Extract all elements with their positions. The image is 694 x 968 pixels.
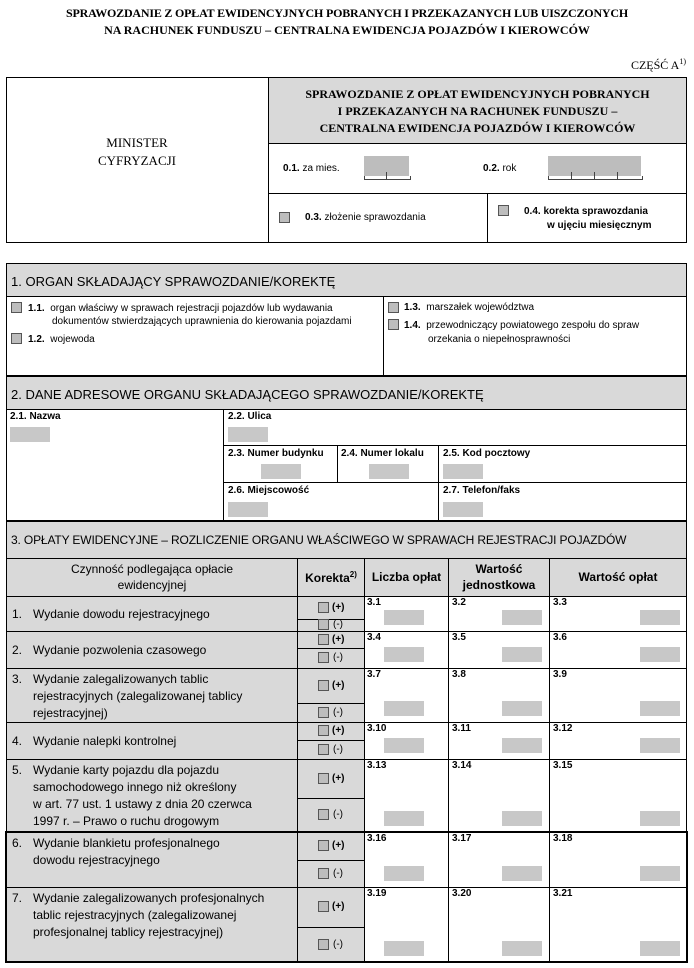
field-number: 3.9 [553, 669, 567, 680]
correction-checkbox[interactable] [498, 205, 509, 216]
correction-divider [297, 703, 364, 704]
field-0-4-label: 0.4. korekta sprawozdania w ujęciu miesięcznym [524, 206, 652, 231]
minus-label: (-) [333, 744, 343, 755]
option-1-1-label: 1.1. organ właściwy w sprawach rejestracji pojazdów lub wydawania dokumentów stwierdzających uprawnienia do kierowania pojazdami [28, 303, 352, 327]
activity-label: 6. Wydanie blankietu profesjonalnego dowodu rejestracyjnego [12, 836, 220, 867]
building-number-input[interactable] [261, 464, 301, 479]
correction-cell [298, 669, 364, 722]
form-title-line1: SPRAWOZDANIE Z OPŁAT EWIDENCYJNYCH POBRANYCH I PRZEKAZANYCH LUB UISZCZONYCH [66, 6, 628, 20]
field-number: 3.21 [553, 888, 573, 899]
col-total-value-header: Wartość opłat [578, 570, 658, 584]
part-label: CZĘŚĆ $A^{1)}$ [630, 57, 686, 72]
minus-label: (-) [333, 619, 343, 630]
field-number: 3.6 [553, 632, 567, 643]
field-number: 3.16 [367, 833, 387, 844]
plus-label: (+) [332, 773, 345, 784]
total-value-input[interactable] [640, 738, 680, 753]
name-input[interactable] [10, 427, 50, 442]
field-number: 3.10 [367, 723, 387, 734]
option-1-2-checkbox[interactable] [11, 333, 22, 344]
correction-cell [298, 632, 364, 668]
field-0-3-label: 0.3. złożenie sprawozdania [305, 212, 426, 223]
field-2-2-label: 2.2. Ulica [228, 411, 272, 422]
field-number: 3.5 [452, 632, 466, 643]
activity-label: 1. Wydanie dowodu rejestracyjnego [12, 607, 210, 621]
correction-minus-checkbox[interactable] [318, 707, 329, 718]
plus-label: (+) [332, 840, 345, 851]
minus-label: (-) [333, 868, 343, 879]
correction-minus-checkbox[interactable] [318, 652, 329, 663]
field-2-3-label: 2.3. Numer budynku [228, 448, 324, 459]
street-input[interactable] [228, 427, 268, 442]
correction-cell [298, 597, 364, 631]
apartment-number-input[interactable] [369, 464, 409, 479]
option-1-4-label: 1.4. przewodniczący powiatowego zespołu do spraw orzekania o niepełnosprawności [404, 320, 640, 345]
minister-name: MINISTER CYFRYZACJI [97, 135, 177, 168]
correction-plus-checkbox[interactable] [318, 602, 329, 613]
city-input[interactable] [228, 502, 268, 517]
field-2-1-label: 2.1. Nazwa [10, 411, 61, 422]
correction-divider [297, 740, 364, 741]
minus-label: (-) [333, 652, 343, 663]
field-number: 3.17 [452, 833, 472, 844]
option-1-3-label: 1.3. marszałek województwa [404, 302, 535, 313]
count-input[interactable] [384, 647, 424, 662]
field-number: 3.15 [553, 760, 573, 771]
correction-cell [298, 723, 364, 759]
form-title-line2: NA RACHUNEK FUNDUSZU – CENTRALNA EWIDENCJA POJAZDÓW I KIEROWCÓW [104, 23, 590, 37]
section-2-title: 2. DANE ADRESOWE ORGANU SKŁADAJĄCEGO SPRAWOZDANIE/KOREKTĘ [11, 387, 484, 402]
field-number: 3.20 [452, 888, 472, 899]
correction-cell [298, 760, 364, 832]
total-value-input[interactable] [640, 811, 680, 826]
field-number: 3.12 [553, 723, 573, 734]
count-input[interactable] [384, 811, 424, 826]
plus-label: (+) [332, 725, 345, 736]
field-number: 3.1 [367, 597, 381, 608]
correction-plus-checkbox[interactable] [318, 773, 329, 784]
field-number: 3.14 [452, 760, 472, 771]
unit-value-input[interactable] [502, 610, 542, 625]
option-1-2-label: 1.2. wojewoda [28, 334, 95, 345]
correction-plus-checkbox[interactable] [318, 634, 329, 645]
submit-report-checkbox[interactable] [279, 212, 290, 223]
field-0-2-label: 0.2. rok [483, 163, 517, 174]
col-unit-value-header: Wartość jednostkowa [462, 562, 536, 592]
field-number: 3.3 [553, 597, 567, 608]
field-2-6-label: 2.6. Miejscowość [228, 485, 310, 496]
option-1-4-checkbox[interactable] [388, 319, 399, 330]
activity-label: 5. Wydanie karty pojazdu dla pojazdu samochodowego innego niż określony w art. 77 ust. 1 ustawy z dnia 20 czerwca 1997 r. – Prawo o ruchu drogowym [12, 763, 252, 828]
count-input[interactable] [384, 701, 424, 716]
total-value-input[interactable] [640, 647, 680, 662]
unit-value-input[interactable] [502, 811, 542, 826]
postal-code-input[interactable] [443, 464, 483, 479]
section-1-title: 1. ORGAN SKŁADAJĄCY SPRAWOZDANIE/KOREKTĘ [11, 274, 336, 289]
total-value-input[interactable] [640, 701, 680, 716]
field-2-7-label: 2.7. Telefon/faks [443, 485, 521, 496]
correction-divider [297, 798, 364, 799]
correction-plus-checkbox[interactable] [318, 680, 329, 691]
section-3-title: 3. OPŁATY EWIDENCYJNE – ROZLICZENIE ORGANU WŁAŚCIWEGO W SPRAWACH REJESTRACJI POJAZDÓW [11, 533, 627, 547]
plus-label: (+) [332, 680, 345, 691]
count-input[interactable] [384, 610, 424, 625]
total-value-input[interactable] [640, 610, 680, 625]
minus-label: (-) [333, 809, 343, 820]
field-number: 3.13 [367, 760, 387, 771]
field-2-4-label: 2.4. Numer lokalu [341, 448, 424, 459]
col-count-header: Liczba opłat [371, 570, 442, 584]
unit-value-input[interactable] [502, 701, 542, 716]
unit-value-input[interactable] [502, 647, 542, 662]
count-input[interactable] [384, 738, 424, 753]
field-0-1-label: 0.1. za mies. [283, 163, 340, 174]
correction-divider [297, 648, 364, 649]
option-1-3-checkbox[interactable] [388, 302, 399, 313]
correction-plus-checkbox[interactable] [318, 725, 329, 736]
plus-label: (+) [332, 901, 345, 912]
minus-label: (-) [333, 707, 343, 718]
field-number: 3.4 [367, 632, 381, 643]
plus-label: (+) [332, 634, 345, 645]
field-number: 3.7 [367, 669, 381, 680]
field-number: 3.11 [452, 723, 471, 734]
activity-label: 3. Wydanie zalegalizowanych tablic rejestracyjnych (zalegalizowanej tablicy rejestracyjnej) [12, 672, 243, 720]
correction-minus-checkbox[interactable] [318, 809, 329, 820]
activity-label: 7. Wydanie zalegalizowanych profesjonalnych tablic rejestracyjnych (zalegalizowanej profesjonalnej tablicy rejestracyjnej) [12, 891, 265, 939]
field-number: 3.18 [553, 833, 573, 844]
correction-divider [297, 619, 364, 620]
field-2-5-label: 2.5. Kod pocztowy [443, 448, 531, 459]
plus-label: (+) [332, 602, 345, 613]
field-number: 3.2 [452, 597, 466, 608]
col-correction-header: Korekta$^{2)}$ [305, 570, 357, 585]
activity-label: 2. Wydanie pozwolenia czasowego [12, 643, 207, 657]
professional-rows-frame [5, 831, 688, 963]
field-number: 3.8 [452, 669, 466, 680]
report-title: SPRAWOZDANIE Z OPŁAT EWIDENCYJNYCH POBRANYCH I PRZEKAZANYCH NA RACHUNEK FUNDUSZU – CENTRALNA EWIDENCJA POJAZDÓW I KIEROWCÓW [305, 87, 650, 135]
phone-input[interactable] [443, 502, 483, 517]
minus-label: (-) [333, 939, 343, 950]
option-1-1-checkbox[interactable] [11, 302, 22, 313]
correction-minus-checkbox[interactable] [318, 744, 329, 755]
activity-label: 4. Wydanie nalepki kontrolnej [12, 734, 177, 748]
unit-value-input[interactable] [502, 738, 542, 753]
correction-minus-checkbox[interactable] [318, 619, 329, 630]
col-activity-header: Czynność podlegająca opłacie ewidencyjnej [70, 562, 234, 592]
field-number: 3.19 [367, 888, 387, 899]
